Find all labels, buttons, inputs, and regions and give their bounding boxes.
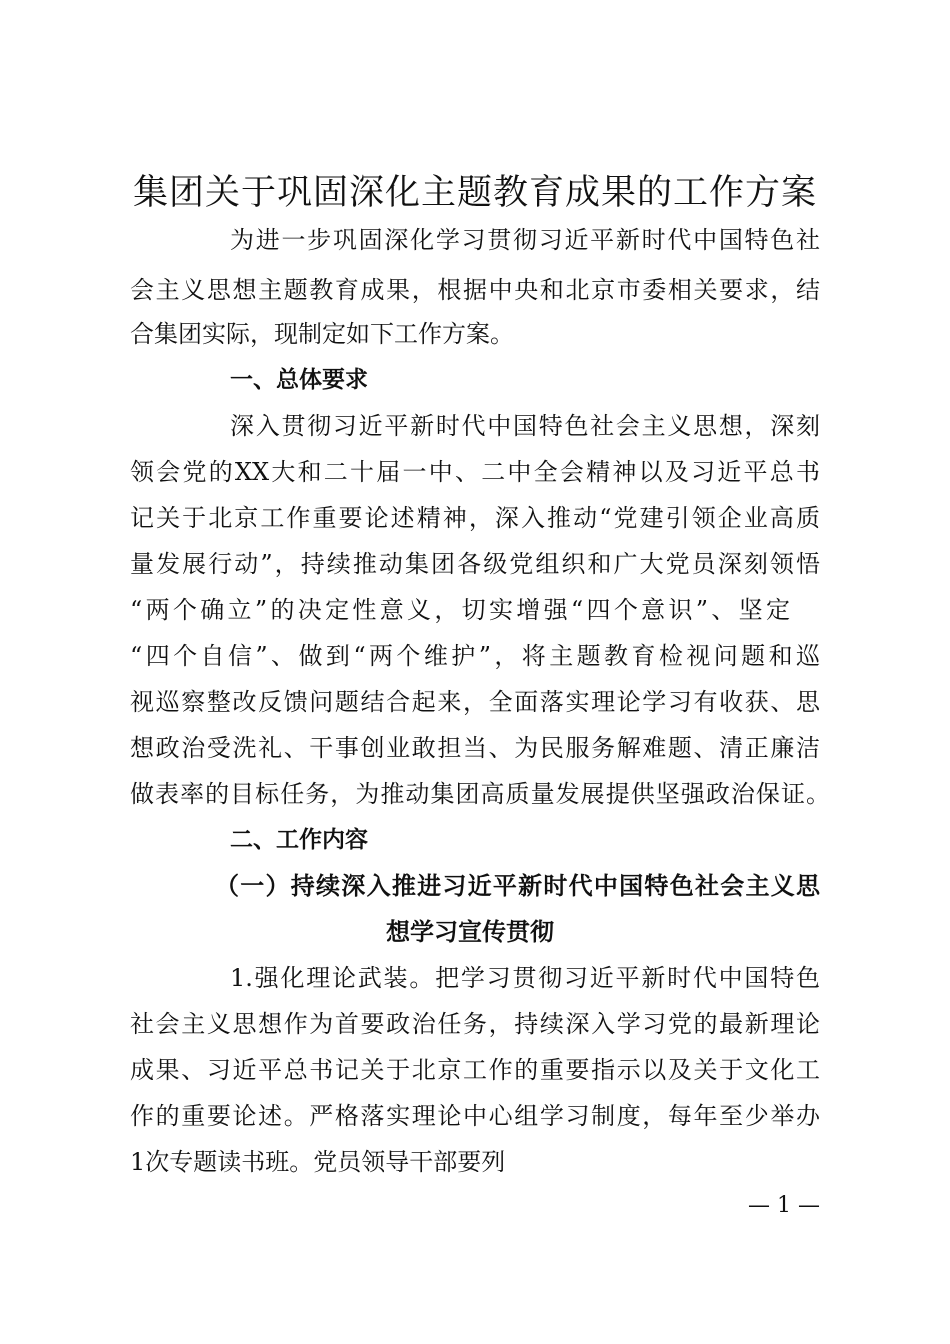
body-line: “两个确立”的决定性意义，切实增强“四个意识”、坚定 [130,596,790,624]
section-heading-overall-requirements: 一、总体要求 [230,367,368,393]
body-line: 领会党的XX大和二十届一中、二中全会精神以及习近平总书 [130,458,820,486]
body-line: 记关于北京工作重要论述精神，深入推动“党建引领企业高质 [130,504,820,532]
body-line: “四个自信”、做到“两个维护”，将主题教育检视问题和巡 [130,642,820,670]
page-number: — 1 — [748,1193,820,1218]
body-line: 作的重要论述。严格落实理论中心组学习制度，每年至少举办 [130,1102,820,1130]
body-line: 1.强化理论武装。把学习贯彻习近平新时代中国特色 [230,964,820,992]
body-line: 深入贯彻习近平新时代中国特色社会主义思想，深刻 [230,412,820,440]
body-line: 成果、习近平总书记关于北京工作的重要指示以及关于文化工 [130,1056,820,1084]
body-line: 想政治受洗礼、干事创业敢担当、为民服务解难题、清正廉洁 [130,734,820,762]
body-line: 做表率的目标任务，为推动集团高质量发展提供坚强政治保证。 [130,780,830,808]
body-line: 量发展行动”，持续推动集团各级党组织和广大党员深刻领悟 [130,550,820,578]
subsection-heading-continued: 想学习宣传贯彻 [386,917,554,946]
body-line: 为进一步巩固深化学习贯彻习近平新时代中国特色社 [230,226,820,254]
body-line: 会主义思想主题教育成果，根据中央和北京市委相关要求，结 [130,276,820,304]
body-line: 1次专题读书班。党员领导干部要列 [130,1148,506,1176]
body-line: 社会主义思想作为首要政治任务，持续深入学习党的最新理论 [130,1010,820,1038]
body-line: 视巡察整改反馈问题结合起来，全面落实理论学习有收获、思 [130,688,820,716]
body-line: 合集团实际，现制定如下工作方案。 [130,320,514,348]
document-title: 集团关于巩固深化主题教育成果的工作方案 [132,173,817,213]
section-heading-work-content: 二、工作内容 [230,827,368,853]
subsection-heading: （一）持续深入推进习近平新时代中国特色社会主义思 [215,871,820,900]
